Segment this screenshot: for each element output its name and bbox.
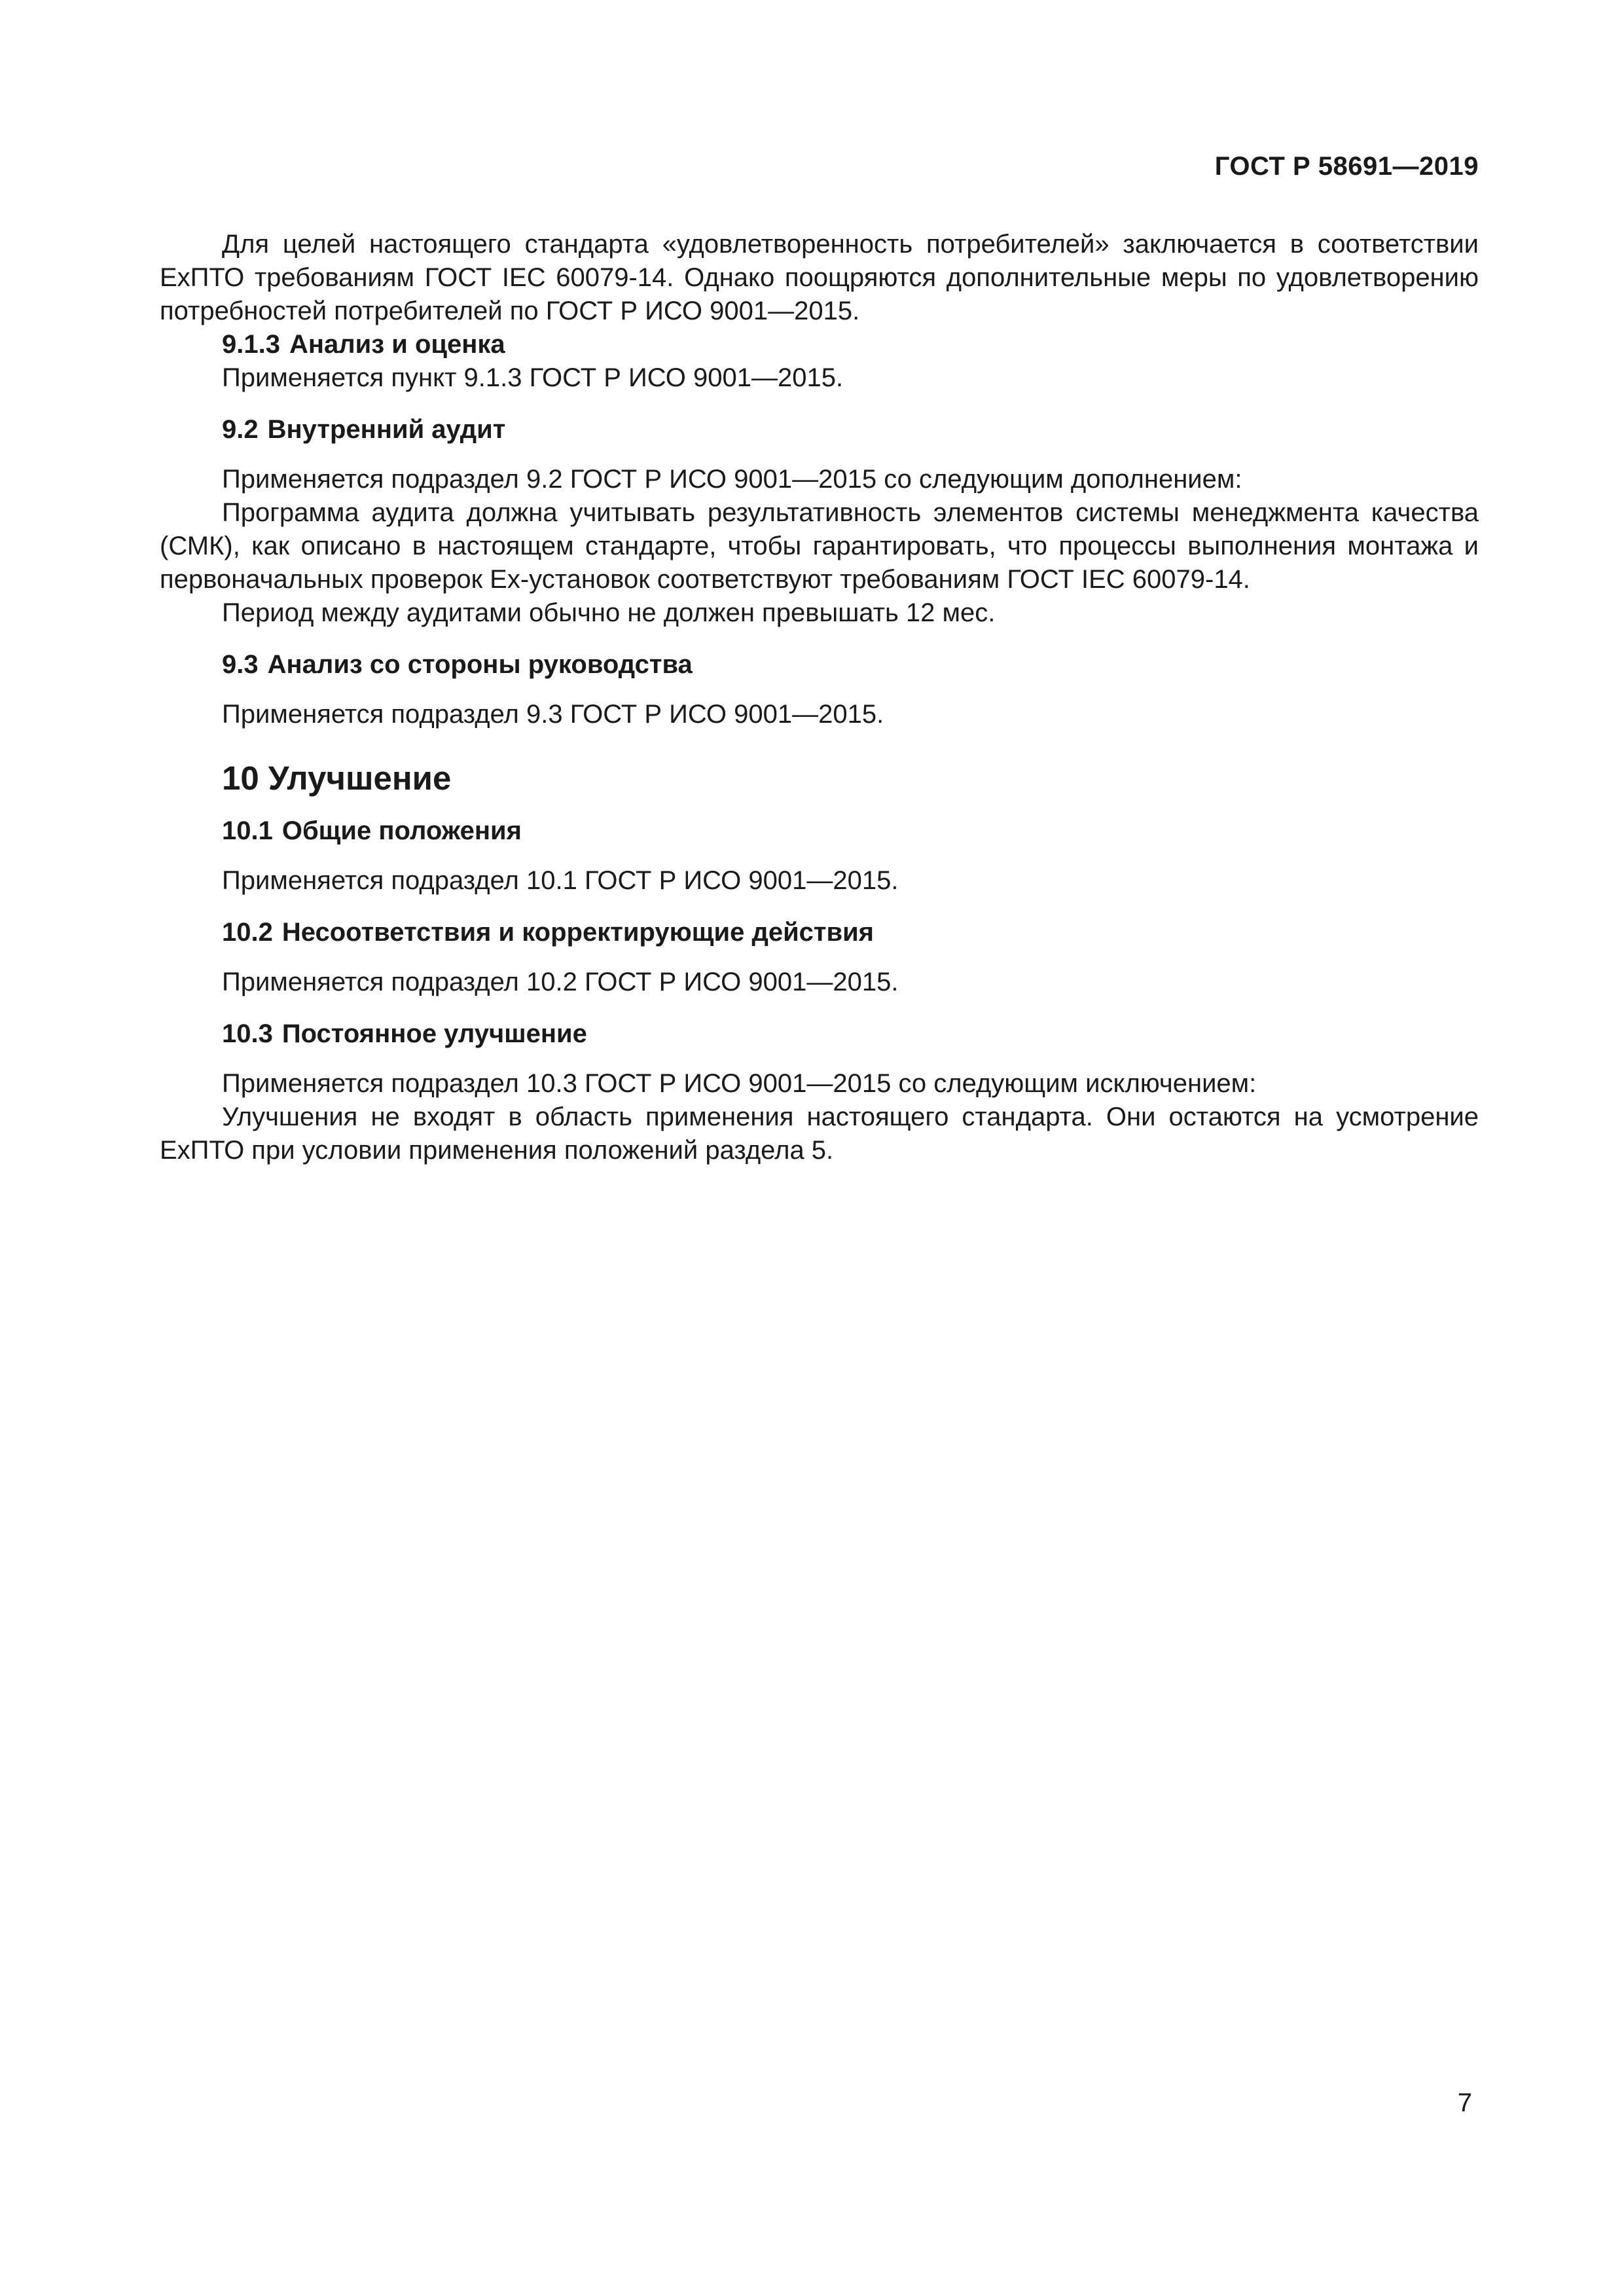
- paragraph-intro: Для целей настоящего стандарта «удовлетворенность потребителей» заключается в соответствии ExПТО требованиям ГОСТ IEC 60079-14. Однако поощряются дополнительные меры по удовлетворению потребностей потребителей по ГОСТ Р ИСО 9001—2015.: [160, 230, 1479, 325]
- paragraph-10-2: Применяется подраздел 10.2 ГОСТ Р ИСО 9001—2015.: [222, 968, 899, 996]
- heading-number: 10.3: [222, 1019, 273, 1048]
- heading-title: Внутренний аудит: [267, 415, 506, 444]
- heading-9-1-3: [160, 328, 1479, 361]
- heading-number: 10.2: [222, 918, 273, 947]
- paragraph-9-2-a: Применяется подраздел 9.2 ГОСТ Р ИСО 9001—2015 со следующим дополнением:: [222, 465, 1242, 494]
- heading-title: Постоянное улучшение: [281, 1019, 587, 1048]
- page-number: 7: [1457, 2088, 1472, 2117]
- heading-title: Анализ и оценка: [289, 330, 505, 359]
- paragraph-10-1: Применяется подраздел 10.1 ГОСТ Р ИСО 9001—2015.: [222, 866, 899, 895]
- heading-title: Улучшение: [268, 759, 452, 797]
- paragraph-10-3-a: Применяется подраздел 10.3 ГОСТ Р ИСО 9001—2015 со следующим исключением:: [222, 1069, 1257, 1098]
- paragraph-9-1-3: Применяется пункт 9.1.3 ГОСТ Р ИСО 9001—2015.: [222, 363, 844, 392]
- paragraph-9-2-c: Период между аудитами обычно не должен превышать 12 мес.: [222, 598, 996, 627]
- heading-number: 10.1: [222, 816, 273, 845]
- paragraph-10-3-b: Улучшения не входят в область применения настоящего стандарта. Они остаются на усмотрение ExПТО при условии применения положений раздела 5.: [160, 1102, 1479, 1165]
- heading-10-1: [160, 814, 1479, 848]
- heading-number: 9.1.3: [222, 330, 280, 359]
- heading-number: 10: [222, 759, 259, 797]
- heading-10-3: [160, 1017, 1479, 1051]
- heading-title: Анализ со стороны руководства: [267, 650, 693, 679]
- paragraph-9-3: Применяется подраздел 9.3 ГОСТ Р ИСО 9001—2015.: [222, 700, 884, 729]
- heading-number: 9.2: [222, 415, 259, 444]
- heading-9-3: [160, 648, 1479, 682]
- heading-title: Общие положения: [281, 816, 522, 845]
- document-id-header: ГОСТ Р 58691—2019: [1214, 152, 1479, 181]
- document-body: [160, 228, 1479, 1167]
- heading-10-2: [160, 916, 1479, 949]
- heading-number: 9.3: [222, 650, 259, 679]
- heading-title: Несоответствия и корректирующие действия: [281, 918, 875, 947]
- heading-section-10: [160, 759, 1479, 798]
- paragraph-9-2-b: Программа аудита должна учитывать результативность элементов системы менеджмента качества (СМК), как описано в настоящем стандарте, чтобы гарантировать, что процессы выполнения монтажа и первоначальных проверок Ex-установок соответствуют требованиям ГОСТ IEC 60079-14.: [160, 498, 1479, 594]
- heading-9-2: [160, 413, 1479, 446]
